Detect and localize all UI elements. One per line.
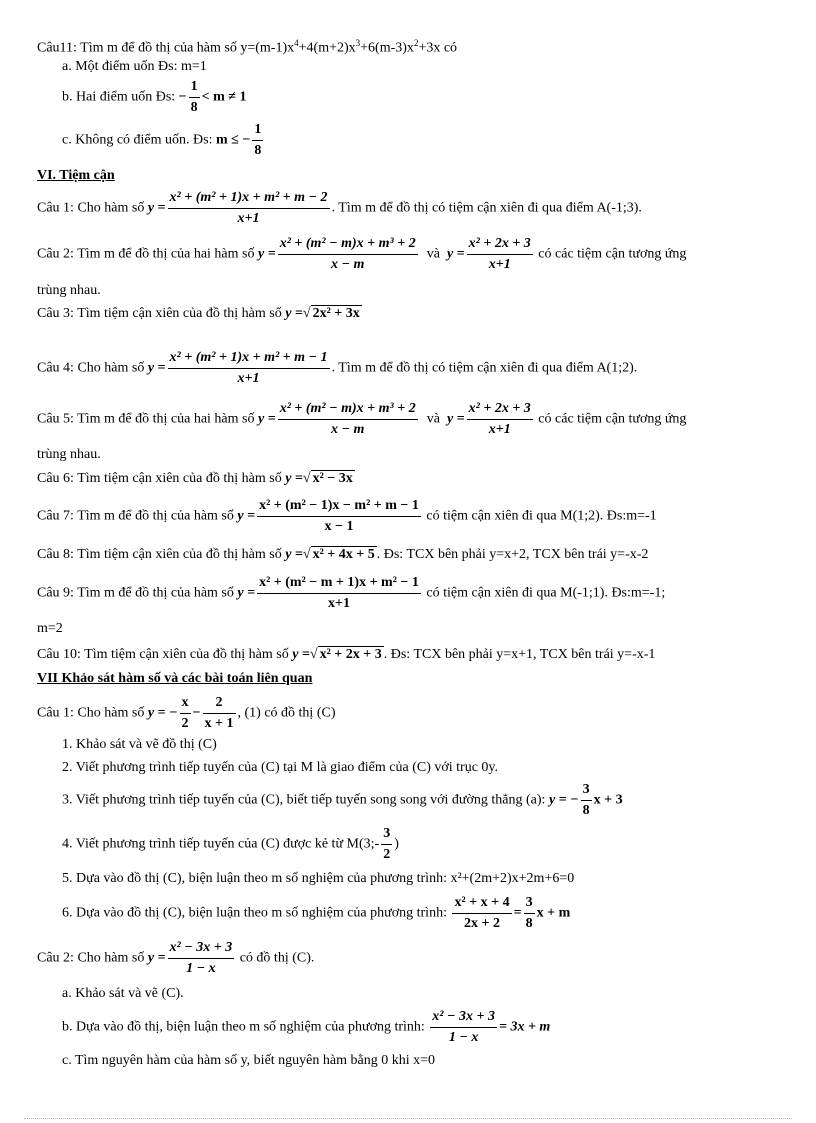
p1-item-1: 1. Khảo sát và vẽ đồ thị (C) xyxy=(62,737,217,752)
fraction-3-over-8 xyxy=(524,894,535,933)
y-eq: y = xyxy=(237,585,256,601)
p1-item-4 xyxy=(62,825,399,864)
frac-num: x² − 3x + 3 xyxy=(430,1008,497,1028)
frac-den: x − 1 xyxy=(324,519,354,534)
frac-den: 8 xyxy=(254,143,262,158)
y-eq: y = xyxy=(285,547,303,562)
q11-header xyxy=(37,34,457,58)
cau9-post: có tiệm cận xiên đi qua M(-1;1). Đs:m=-1; xyxy=(426,585,666,601)
cau7-text: Câu 7: Tìm m để đồ thị của hàm số xyxy=(37,508,234,524)
exp-3: 3 xyxy=(355,38,361,48)
q11-p2: +6(m-3)x xyxy=(360,40,414,56)
p1-item-6-text: 6. Dựa vào đồ thị (C), biện luận theo m số nghiệm của phương trình: xyxy=(62,905,447,921)
p2-text: Câu 2: Cho hàm số xyxy=(37,950,145,966)
frac-den: 8 xyxy=(525,916,533,931)
sqrt-expression: √ x² + 4x + 5 xyxy=(302,547,375,562)
cau5 xyxy=(37,400,686,439)
frac-den: 8 xyxy=(582,803,590,818)
cau2-line2: trùng nhau. xyxy=(37,283,101,298)
fraction-3-over-8 xyxy=(581,781,592,820)
frac-den: 2x + 2 xyxy=(464,916,501,931)
y-eq: y = xyxy=(147,200,166,216)
p1-item-5: 5. Dựa vào đồ thị (C), biện luận theo m số nghiệm của phương trình: x²+(2m+2)x+2m+6=0 xyxy=(62,871,575,886)
cau6 xyxy=(37,470,355,488)
p1-header xyxy=(37,694,335,733)
radicand: x² + 2x + 3 xyxy=(319,647,382,662)
section-vi-heading: VI. Tiệm cận xyxy=(37,168,115,183)
frac-num: x² + (m² − m)x + m³ + 2 xyxy=(278,235,418,255)
frac-den: x + 1 xyxy=(204,716,234,731)
cau3-text: Câu 3: Tìm tiệm cận xiên của đồ thị hàm số xyxy=(37,306,282,321)
frac-den: x+1 xyxy=(328,596,350,611)
cau8-text: Câu 8: Tìm tiệm cận xiên của đồ thị hàm số xyxy=(37,547,282,562)
cau4-fraction xyxy=(168,349,330,388)
paren: ) xyxy=(394,836,399,852)
cau8-post: . Đs: TCX bên phải y=x+2, TCX bên trái y=-x-2 xyxy=(376,547,649,562)
cau10 xyxy=(37,646,655,664)
exp-2: 2 xyxy=(413,38,419,48)
sqrt-expression: √ x² − 3x xyxy=(302,471,353,486)
frac-num: 1 xyxy=(189,78,200,98)
y-eq: y = − xyxy=(548,792,579,808)
cau9-text: Câu 9: Tìm m để đồ thị của hàm số xyxy=(37,585,234,601)
frac-num: x² − 3x + 3 xyxy=(168,939,235,959)
p1-item-3-text: 3. Viết phương trình tiếp tuyến của (C), biết tiếp tuyến song song với đường thẳng (a): xyxy=(62,792,546,808)
y-eq: y = xyxy=(446,246,465,262)
frac-num: x² + (m² − m + 1)x + m² − 1 xyxy=(257,574,421,594)
frac-num: 3 xyxy=(381,825,392,845)
radicand: x² + 4x + 5 xyxy=(312,547,375,562)
frac-num: 1 xyxy=(252,121,263,141)
cau4 xyxy=(37,349,637,388)
p2-item-b xyxy=(62,1008,550,1047)
cau1 xyxy=(37,189,642,228)
fraction-one-eighth xyxy=(189,78,200,117)
cau8 xyxy=(37,546,648,564)
cau9-fraction xyxy=(257,574,421,613)
fraction-3-over-2 xyxy=(381,825,392,864)
y-eq: y = xyxy=(147,360,166,376)
q11-c-text: c. Không có điểm uốn. Đs: xyxy=(62,132,213,148)
p2-b-fraction xyxy=(430,1008,497,1047)
radicand: x² − 3x xyxy=(312,471,353,486)
y-eq: y = xyxy=(258,411,276,427)
fraction-x-over-2 xyxy=(180,694,191,733)
cau7-post: có tiệm cận xiên đi qua M(1;2). Đs:m=-1 xyxy=(426,508,657,524)
exp-4: 4 xyxy=(294,38,299,48)
and-word: và xyxy=(426,411,440,427)
cau2-fraction-2 xyxy=(467,235,533,274)
frac-den: x − m xyxy=(331,257,365,272)
frac-den: x+1 xyxy=(237,211,260,226)
p2-post: có đồ thị (C). xyxy=(239,950,315,966)
cau5-text: Câu 5: Tìm m để đồ thị của hai hàm số xyxy=(37,411,255,427)
cau2-post: có các tiệm cận tương ứng xyxy=(538,246,687,262)
cau7-fraction xyxy=(257,497,421,536)
frac-num: x² + 2x + 3 xyxy=(467,235,533,255)
cau2-text: Câu 2: Tìm m để đồ thị của hai hàm số xyxy=(37,246,255,262)
cau6-text: Câu 6: Tìm tiệm cận xiên của đồ thị hàm số xyxy=(37,471,282,486)
frac-num: x² + (m² + 1)x + m² + m − 1 xyxy=(168,349,330,369)
frac-num: 2 xyxy=(203,694,236,714)
cau9 xyxy=(37,574,665,613)
q11-p1: +4(m+2)x xyxy=(298,40,356,56)
cau3 xyxy=(37,305,362,323)
p1-item-6 xyxy=(62,894,570,933)
y-eq: y = xyxy=(292,647,310,662)
y-eq: y = xyxy=(237,508,256,524)
cau4-post: . Tìm m để đồ thị có tiệm cận xiên đi qua điểm A(1;2). xyxy=(331,360,638,376)
frac-num: x² + (m² − 1)x − m² + m − 1 xyxy=(257,497,421,517)
cau2 xyxy=(37,235,686,274)
q11-b-text: b. Hai điểm uốn Đs: xyxy=(62,89,176,105)
frac-den: x+1 xyxy=(237,371,260,386)
cau1-fraction xyxy=(168,189,330,228)
p1-text: Câu 1: Cho hàm số xyxy=(37,705,145,721)
cau4-text: Câu 4: Cho hàm số xyxy=(37,360,145,376)
and-word: và xyxy=(426,246,440,262)
q11-p3: +3x có xyxy=(418,40,458,56)
frac-den: 2 xyxy=(181,716,189,731)
cau5-post: có các tiệm cận tương ứng xyxy=(538,411,687,427)
frac-num: x² + x + 4 xyxy=(452,894,511,914)
minus-sign: − xyxy=(192,705,201,721)
p1-post: , (1) có đồ thị (C) xyxy=(237,705,336,721)
p2-header xyxy=(37,939,314,978)
y-eq: y = xyxy=(446,411,465,427)
minus-sign: − xyxy=(178,89,187,105)
cau5-fraction-2 xyxy=(467,400,533,439)
cau7 xyxy=(37,497,657,536)
cau1-post: . Tìm m để đồ thị có tiệm cận xiên đi qua điểm A(-1;3). xyxy=(331,200,642,216)
y-eq: y = − xyxy=(147,705,178,721)
frac-num: 3 xyxy=(581,781,592,801)
p1-item-6-tail: x + m xyxy=(536,905,571,921)
cau5-fraction-1 xyxy=(278,400,418,439)
frac-den: 1 − x xyxy=(186,961,216,976)
y-eq: y = xyxy=(147,950,166,966)
sqrt-expression: √ 2x² + 3x xyxy=(302,306,360,321)
p1-item-4-text: 4. Viết phương trình tiếp tuyến của (C) được kẻ từ M(3;- xyxy=(62,836,380,852)
frac-num: x² + (m² − m)x + m³ + 2 xyxy=(278,400,418,420)
p2-item-b-tail: = 3x + m xyxy=(498,1019,551,1035)
page-footer-rule xyxy=(24,1118,792,1119)
p1-item-2: 2. Viết phương trình tiếp tuyến của (C) tại M là giao điểm của (C) với trục 0y. xyxy=(62,760,499,775)
equals-sign: = xyxy=(513,905,522,921)
cau5-line2: trùng nhau. xyxy=(37,447,101,462)
cau10-post: . Đs: TCX bên phải y=x+1, TCX bên trái y=-x-1 xyxy=(383,647,656,662)
frac-num: 3 xyxy=(524,894,535,914)
frac-den: x+1 xyxy=(488,422,511,437)
q11-option-b xyxy=(62,78,246,117)
p2-item-b-text: b. Dựa vào đồ thị, biện luận theo m số nghiệm của phương trình: xyxy=(62,1019,425,1035)
q11-head-text: Câu11: Tìm m để đồ thị của hàm số y=(m-1)x xyxy=(37,40,295,56)
q11-option-c xyxy=(62,121,265,160)
sqrt-expression: √ x² + 2x + 3 xyxy=(309,647,382,662)
p2-fraction xyxy=(168,939,235,978)
y-eq: y = xyxy=(285,306,303,321)
y-eq: y = xyxy=(258,246,276,262)
frac-num: x xyxy=(180,694,191,714)
p1-item-3-tail: x + 3 xyxy=(593,792,623,808)
q11-c-expr: m ≤ − xyxy=(215,132,251,148)
frac-num: x² + (m² + 1)x + m² + m − 2 xyxy=(168,189,330,209)
cau10-text: Câu 10: Tìm tiệm cận xiên của đồ thị hàm số xyxy=(37,647,289,662)
p2-item-c: c. Tìm nguyên hàm của hàm số y, biết nguyên hàm bằng 0 khi x=0 xyxy=(62,1053,435,1068)
radicand: 2x² + 3x xyxy=(312,306,360,321)
frac-den: x − m xyxy=(331,422,365,437)
p1-item-3 xyxy=(62,781,623,820)
q11-option-a: a. Một điểm uốn Đs: m=1 xyxy=(62,59,207,74)
fraction-2-over-x1 xyxy=(203,694,236,733)
frac-den: x+1 xyxy=(488,257,511,272)
p2-item-a: a. Khảo sát và vẽ (C). xyxy=(62,986,184,1001)
cau1-text: Câu 1: Cho hàm số xyxy=(37,200,145,216)
section-vii-heading: VII Khảo sát hàm số và các bài toán liên quan xyxy=(37,671,313,686)
fraction-one-eighth xyxy=(252,121,263,160)
cau9-line2: m=2 xyxy=(37,621,63,636)
cau2-fraction-1 xyxy=(278,235,418,274)
frac-den: 8 xyxy=(190,100,198,115)
frac-den: 2 xyxy=(383,847,391,862)
fraction-lhs xyxy=(452,894,511,933)
frac-num: x² + 2x + 3 xyxy=(467,400,533,420)
frac-den: 1 − x xyxy=(448,1030,479,1045)
y-eq: y = xyxy=(285,471,303,486)
q11-b-tail: < m ≠ 1 xyxy=(201,89,247,105)
